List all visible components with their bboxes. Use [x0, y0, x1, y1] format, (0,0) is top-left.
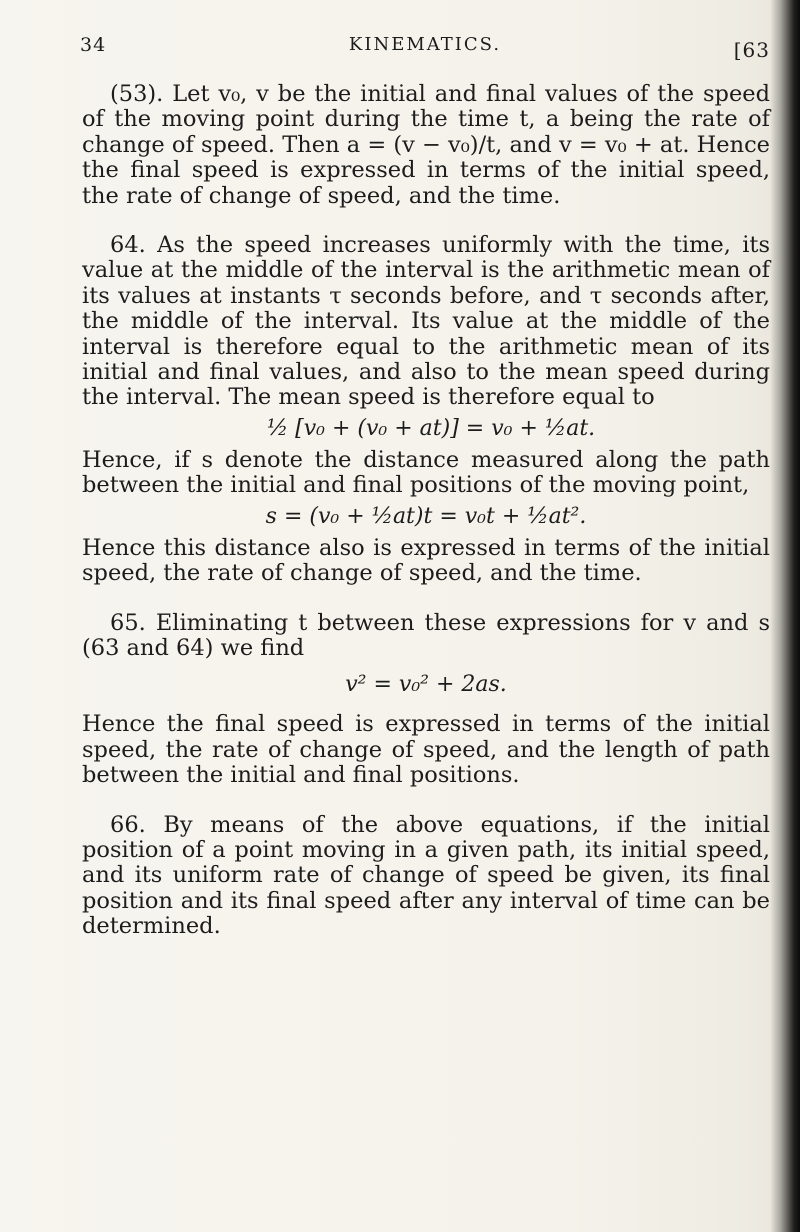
paragraph-65-intro: 65. Eliminating t between these expressions for v and s (63 and 64) we find	[82, 609, 770, 661]
running-title: KINEMATICS.	[348, 34, 502, 55]
equation-final-speed-squared: v² = v₀² + 2as.	[345, 672, 507, 698]
paragraph-65-conclusion: Hence the final speed is expressed in terms of the initial speed, the rate of change of speed, and the length of path between the initial and final positions.	[82, 711, 770, 789]
paragraph-64-conclusion: Hence this distance also is expressed in terms of the initial speed, the rate of change of speed, and the time.	[82, 534, 770, 587]
running-header	[80, 30, 770, 60]
page-edge-shadow	[770, 0, 800, 1232]
equation-distance: s = (v₀ + ½at)t = v₀t + ½at².	[265, 503, 587, 529]
section-reference: [63	[733, 38, 770, 62]
equation-mean-speed: ½ [v₀ + (v₀ + at)] = v₀ + ½at.	[266, 415, 596, 441]
paragraph-gap	[82, 587, 770, 611]
paragraph-gap	[82, 789, 770, 813]
paragraph-gap	[82, 209, 770, 233]
paragraph-64-distance: Hence, if s denote the distance measured along the path between the initial and final positions of the moving point,	[82, 446, 770, 499]
page-number: 34	[80, 34, 107, 56]
paragraph-53: (53). Let v₀, v be the initial and final values of the speed of the moving point during the time t, a being the rate of change of speed. Then a = (v − v₀)/t, and v = v₀ + at. Hence the final speed is expressed in terms of the initial speed, the rate of change of speed, and the time.	[82, 81, 770, 209]
page-body	[82, 82, 770, 940]
paragraph-66: 66. By means of the above equations, if the initial position of a point moving in a given path, its initial speed, and its uniform rate of change of speed be given, its final position and its final speed after any interval of time can be determined.	[82, 811, 770, 940]
paragraph-64-intro: 64. As the speed increases uniformly with the time, its value at the middle of the interval is the arithmetic mean of its values at instants τ seconds before, and τ seconds after, the middle of the interval. Its value at the middle of the interval is therefore equal to the arithmetic mean of its initial and final values, and also to the mean speed during the interval. The mean speed is therefore equal to	[82, 232, 770, 411]
